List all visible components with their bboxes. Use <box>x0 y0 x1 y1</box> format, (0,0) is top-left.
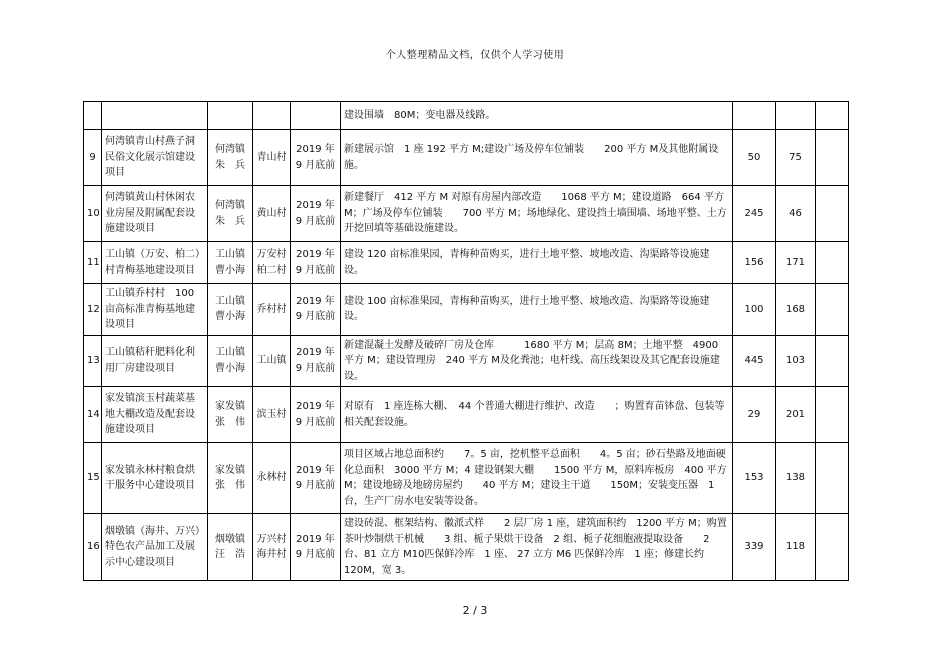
project-name <box>102 102 208 130</box>
value-2: 118 <box>776 514 816 581</box>
completion-date: 2019 年 9 月底前 <box>291 284 341 336</box>
project-name: 工山镇（万安、柏二）村青梅基地建设项目 <box>102 242 208 284</box>
completion-date: 2019 年 9 月底前 <box>291 514 341 581</box>
village: 青山村 <box>253 130 291 186</box>
village: 黄山村 <box>253 186 291 242</box>
remarks-cell <box>816 284 849 336</box>
responsible-town: 何湾镇 朱 兵 <box>208 186 253 242</box>
completion-date <box>291 102 341 130</box>
completion-date: 2019 年 9 月底前 <box>291 335 341 387</box>
remarks-cell <box>816 130 849 186</box>
village: 永林村 <box>253 443 291 514</box>
responsible-town: 家发镇 张 伟 <box>208 387 253 443</box>
project-name: 工山镇秸秆肥料化利用厂房建设项目 <box>102 335 208 387</box>
value-2: 201 <box>776 387 816 443</box>
responsible-town: 何湾镇 朱 兵 <box>208 130 253 186</box>
value-2: 46 <box>776 186 816 242</box>
table-row <box>84 387 849 443</box>
responsible-town: 工山镇 曹小海 <box>208 335 253 387</box>
value-2: 103 <box>776 335 816 387</box>
row-number: 9 <box>84 130 102 186</box>
row-number: 13 <box>84 335 102 387</box>
completion-date: 2019 年 9 月底前 <box>291 130 341 186</box>
row-number: 16 <box>84 514 102 581</box>
table-row <box>84 335 849 387</box>
row-number: 12 <box>84 284 102 336</box>
completion-date: 2019 年 9 月底前 <box>291 443 341 514</box>
value-2: 171 <box>776 242 816 284</box>
table-row <box>84 242 849 284</box>
remarks-cell <box>816 387 849 443</box>
row-number: 11 <box>84 242 102 284</box>
project-name: 家发镇永林村粮食烘干服务中心建设项目 <box>102 443 208 514</box>
construction-content: 新建混凝土发酵及破碎厂房及仓库 1680 平方 M；层高 8M；土地平整 4900 平方 M；建设管理房 240 平方 M及化粪池；电杆线、高压线架设及其它配套设施建设。 <box>341 335 733 387</box>
construction-content: 建设围墙 80M；变电器及线路。 <box>341 102 733 130</box>
page-number: 2 / 3 <box>462 604 488 617</box>
value-1: 245 <box>733 186 776 242</box>
value-1: 153 <box>733 443 776 514</box>
page-header: 个人整理精品文档，仅供个人学习使用 <box>385 50 565 61</box>
construction-content: 新建展示馆 1 座 192 平方 M;建设广场及停车位铺装 200 平方 M及其他附属设施。 <box>341 130 733 186</box>
value-1: 445 <box>733 335 776 387</box>
value-1 <box>733 102 776 130</box>
construction-content: 项目区域占地总面积约 7。5 亩，挖机整平总面积 4。5 亩；砂石垫路及地面硬化总面积 3000 平方 M；4 建设钢架大棚 1500 平方 M，原料库板房 400 平方 M；建设地磅及地磅房屋约 40 平方 M；建设主干道 150M；安装变压器 1 台，生产厂房水电安装等设备。 <box>341 443 733 514</box>
remarks-cell <box>816 242 849 284</box>
village: 工山镇 <box>253 335 291 387</box>
remarks-cell <box>816 102 849 130</box>
row-number: 15 <box>84 443 102 514</box>
village: 万兴村 海井村 <box>253 514 291 581</box>
project-name: 家发镇滨玉村蔬菜基地大棚改造及配套设施建设项目 <box>102 387 208 443</box>
responsible-town: 烟墩镇 汪 浩 <box>208 514 253 581</box>
responsible-town: 家发镇 张 伟 <box>208 443 253 514</box>
remarks-cell <box>816 443 849 514</box>
construction-content: 建设 120 亩标准果园，青梅种苗购买，进行土地平整、坡地改造、沟渠路等设施建设。 <box>341 242 733 284</box>
remarks-cell <box>816 335 849 387</box>
project-name: 工山镇乔村村 100 亩高标准青梅基地建设项目 <box>102 284 208 336</box>
responsible-town <box>208 102 253 130</box>
table-row <box>84 443 849 514</box>
value-2: 75 <box>776 130 816 186</box>
village: 滨玉村 <box>253 387 291 443</box>
project-name: 何湾镇黄山村休闲农业房屋及附属配套设施建设项目 <box>102 186 208 242</box>
row-number: 14 <box>84 387 102 443</box>
value-1: 100 <box>733 284 776 336</box>
completion-date: 2019 年 9 月底前 <box>291 242 341 284</box>
construction-content: 建设砖混、框架结构、徽派式样 2 层厂房 1 座，建筑面积约 1200 平方 M；购置茶叶炒制烘干机械 3 组、栀子果烘干设备 2 组、栀子花细胞液提取设备 2 台、81 立方 M10匹保鲜冷库 1 座、 27 立方 M6 匹保鲜冷库 1 座；修建长约 120M，宽 3。 <box>341 514 733 581</box>
village: 万安村 柏二村 <box>253 242 291 284</box>
row-number <box>84 102 102 130</box>
village: 乔村村 <box>253 284 291 336</box>
value-1: 156 <box>733 242 776 284</box>
responsible-town: 工山镇 曹小海 <box>208 242 253 284</box>
responsible-town: 工山镇 曹小海 <box>208 284 253 336</box>
value-2 <box>776 102 816 130</box>
construction-content: 对原有 1 座连栋大棚、 44 个普通大棚进行维护、改造 ；购置育苗钵盘、包装等相关配套设施。 <box>341 387 733 443</box>
completion-date: 2019 年 9 月底前 <box>291 387 341 443</box>
remarks-cell <box>816 514 849 581</box>
value-1: 29 <box>733 387 776 443</box>
project-table <box>83 101 849 581</box>
project-name: 何湾镇青山村燕子洞民俗文化展示馆建设项目 <box>102 130 208 186</box>
value-1: 339 <box>733 514 776 581</box>
village <box>253 102 291 130</box>
table-row <box>84 284 849 336</box>
remarks-cell <box>816 186 849 242</box>
table-row <box>84 102 849 130</box>
project-name: 烟墩镇（海井、万兴）特色农产品加工及展示中心建设项目 <box>102 514 208 581</box>
value-2: 168 <box>776 284 816 336</box>
value-2: 138 <box>776 443 816 514</box>
completion-date: 2019 年 9 月底前 <box>291 186 341 242</box>
table-row <box>84 130 849 186</box>
construction-content: 建设 100 亩标准果园，青梅种苗购买，进行土地平整、坡地改造、沟渠路等设施建设。 <box>341 284 733 336</box>
row-number: 10 <box>84 186 102 242</box>
table-row <box>84 514 849 581</box>
value-1: 50 <box>733 130 776 186</box>
construction-content: 新建餐厅 412 平方 M 对原有房屋内部改造 1068 平方 M；建设道路 664 平方 M；广场及停车位铺装 700 平方 M；场地绿化、建设挡土墙围墙、场地平整、土方开挖回填等基础设施建设。 <box>341 186 733 242</box>
table-row <box>84 186 849 242</box>
